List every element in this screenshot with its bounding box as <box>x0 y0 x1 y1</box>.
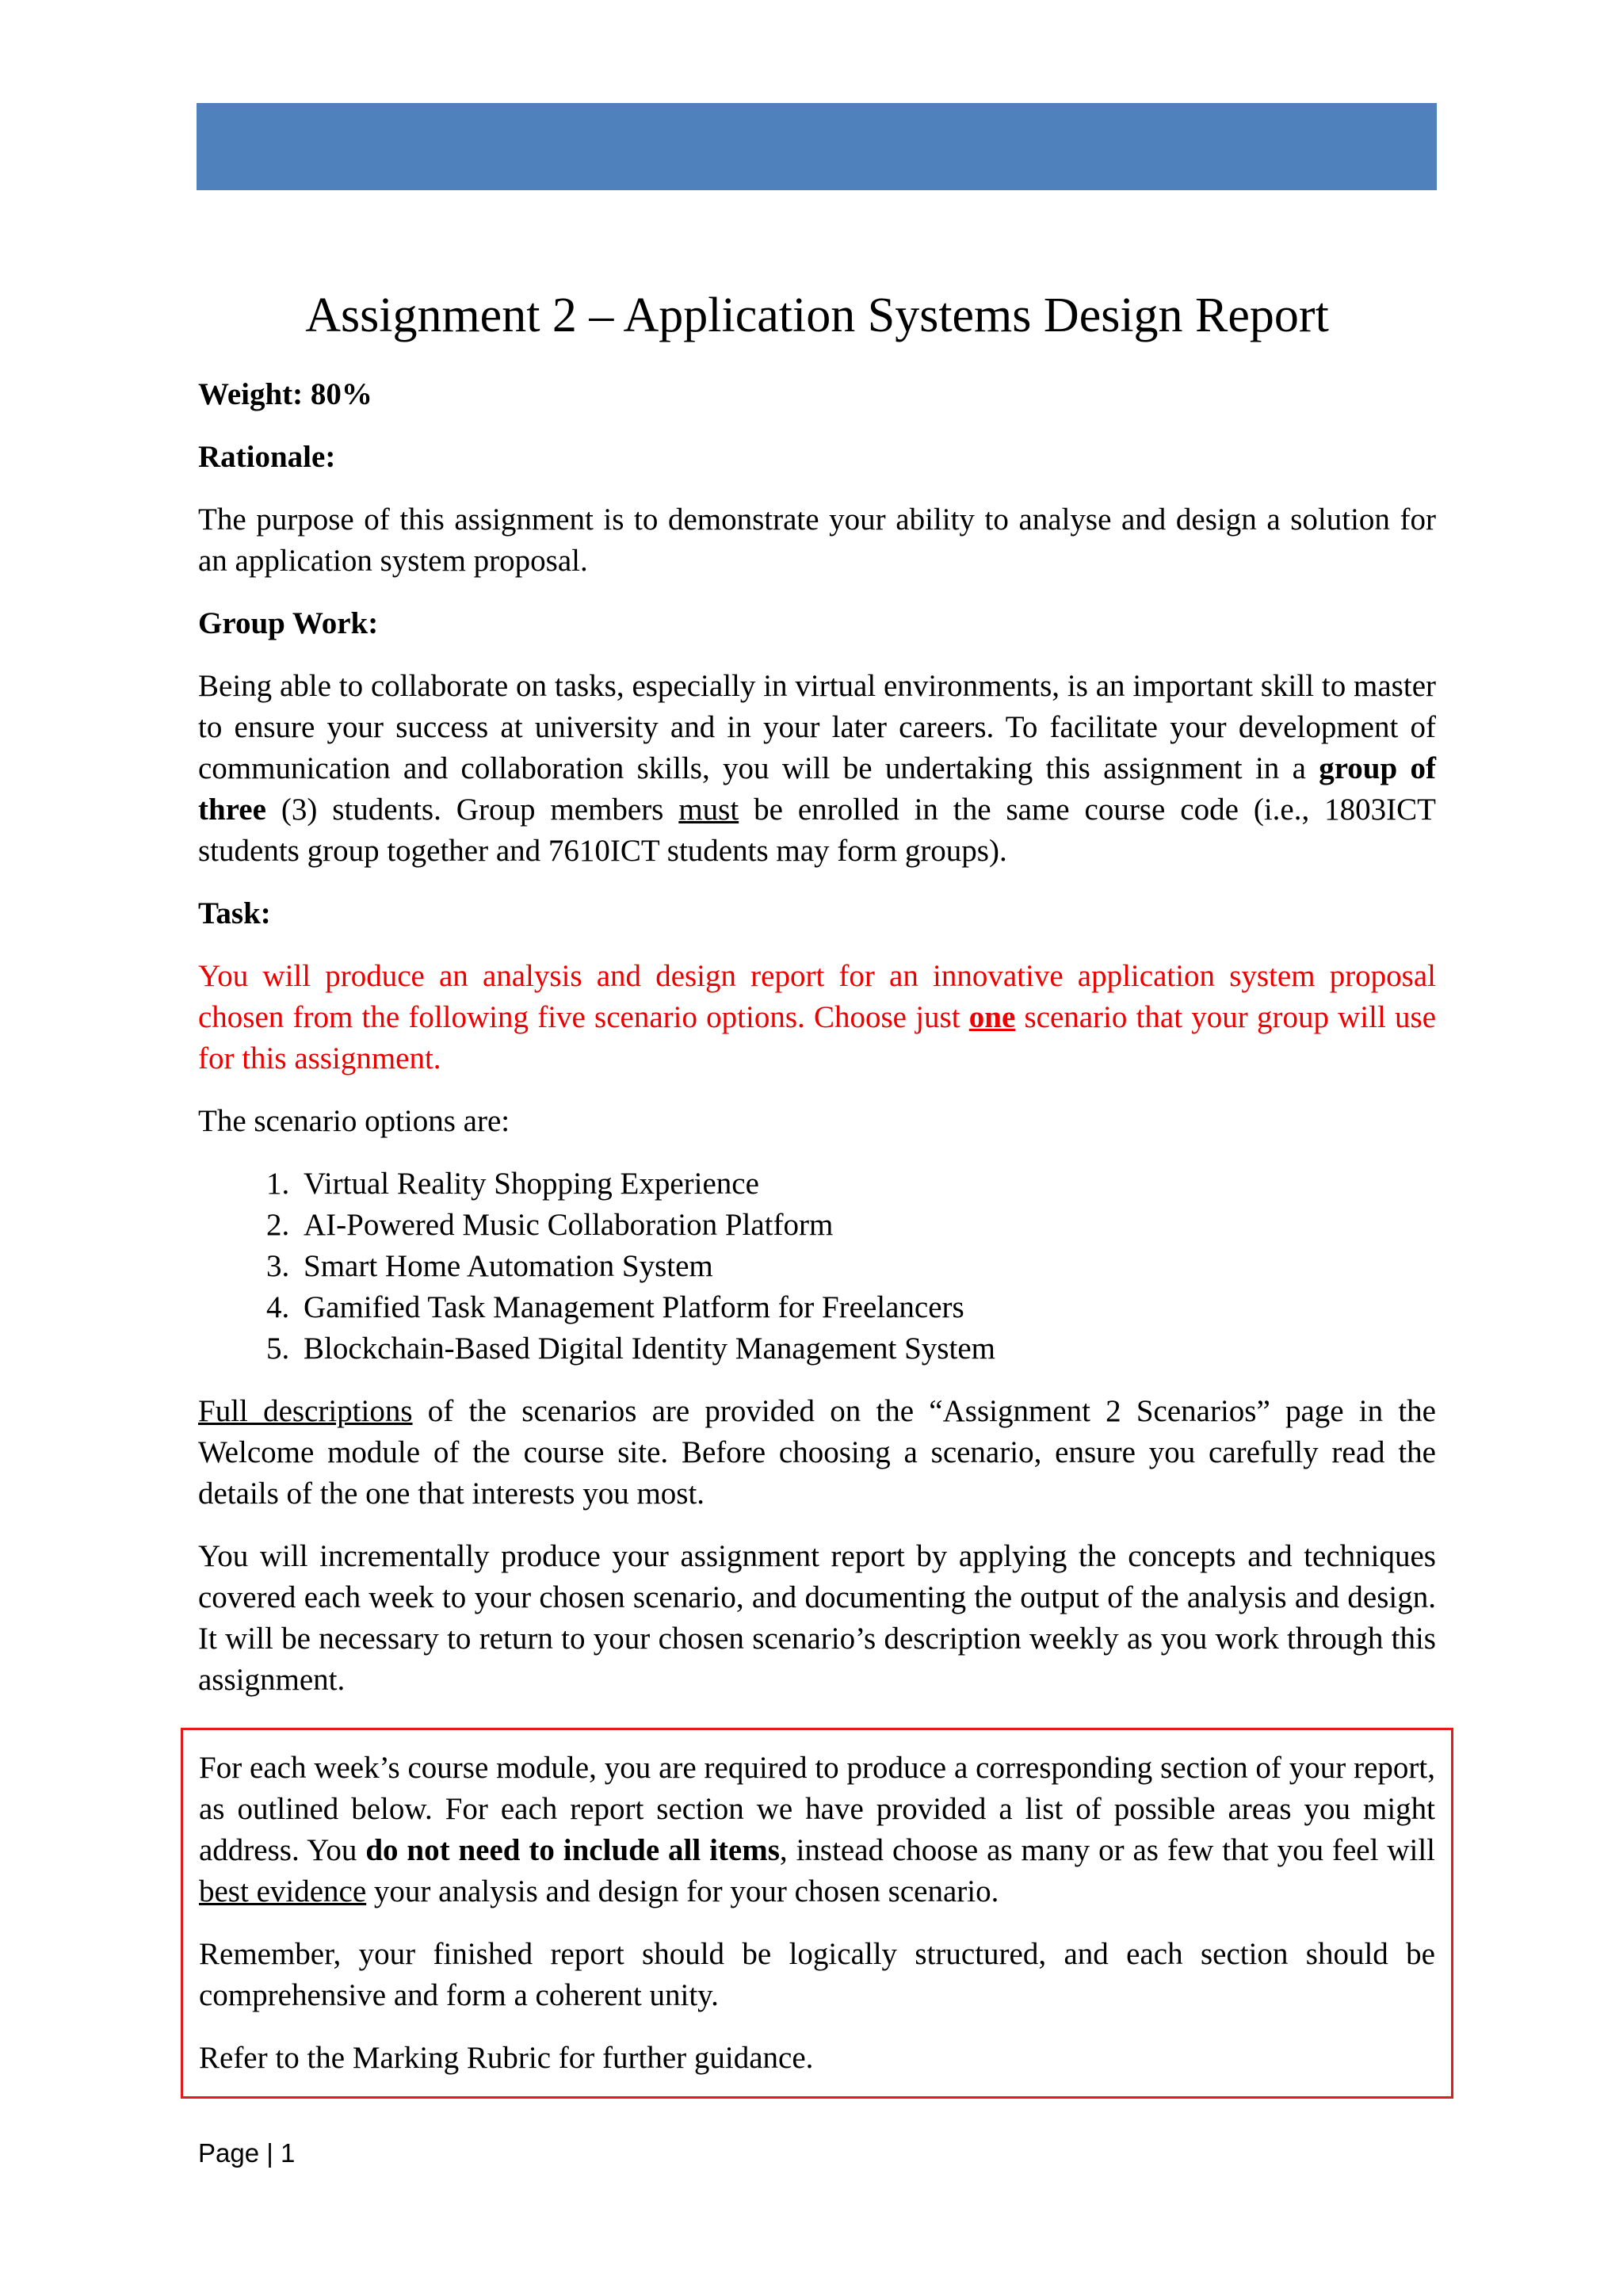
scenario-option: 3. Smart Home Automation System <box>297 1246 1436 1287</box>
incremental-paragraph: You will incrementally produce your assignment report by applying the concepts and techniques covered each week to your chosen scenario, and documenting the output of the analysis and design. It will be necessary to return to your chosen scenario’s description weekly as you work through this assignment. <box>198 1539 1436 1697</box>
one-emphasis: one <box>968 1000 1016 1034</box>
task-instruction: You will produce an analysis and design report for an innovative application system proposal chosen from the following five scenario options. Choose just one scenario that your group will use for this assignment. <box>198 959 1437 1075</box>
rationale-text: The purpose of this assignment is to demonstrate your ability to analyse and design a solution for an application system proposal. <box>198 502 1436 578</box>
descriptions-paragraph: Full descriptions of the scenarios are provided on the “Assignment 2 Scenarios” page in the Welcome module of the course site. Before choosing a scenario, ensure you carefully read the details of the one that interests you most. <box>198 1394 1436 1511</box>
full-descriptions-text: Full descriptions <box>198 1394 413 1428</box>
best-evidence-emphasis: best evidence <box>199 1874 367 1908</box>
group-work-heading: Group Work: <box>198 606 379 640</box>
guidance-paragraph-3: Refer to the Marking Rubric for further guidance. <box>199 2041 814 2075</box>
scenario-option: 4. Gamified Task Management Platform for Freelancers <box>297 1287 1436 1328</box>
page-title: Assignment 2 – Application Systems Design Report <box>305 288 1329 342</box>
rationale-heading: Rationale: <box>198 440 336 474</box>
group-size-emphasis: group of three <box>198 751 1436 827</box>
guidance-paragraph-1: For each week’s course module, you are required to produce a corresponding section of your report, as outlined below. For each report section we have provided a list of possible areas you might address. You do not need to include all items, instead choose as many or as few that you feel will best evidence your analysis and design for your chosen scenario. <box>199 1751 1435 1908</box>
scenario-option: 5. Blockchain-Based Digital Identity Management System <box>297 1328 1436 1370</box>
header-bar <box>197 103 1437 190</box>
task-heading: Task: <box>198 896 271 930</box>
must-emphasis: must <box>678 793 739 827</box>
weight-label: Weight: 80% <box>198 377 372 411</box>
scenario-option: 1. Virtual Reality Shopping Experience <box>297 1163 1436 1205</box>
page-number: Page | 1 <box>198 2138 296 2168</box>
group-work-text: Being able to collaborate on tasks, especially in virtual environments, is an important skill to master to ensure your success at university and in your later careers. To facilitate your development of communication and collaboration skills, you will be undertaking this assignment in a group of three (3) students. Group members must be enrolled in the same course code (i.e., 1803ICT students group together and 7610ICT students may form groups). <box>198 669 1437 868</box>
guidance-box <box>181 1728 1453 2099</box>
not-all-items-emphasis: do not need to include all items <box>365 1833 780 1867</box>
scenario-option: 2. AI-Powered Music Collaboration Platform <box>297 1205 1436 1246</box>
scenario-options-list <box>198 1163 1436 1370</box>
guidance-paragraph-2: Remember, your finished report should be logically structured, and each section should be comprehensive and form a coherent unity. <box>199 1937 1435 2012</box>
options-intro: The scenario options are: <box>198 1104 510 1138</box>
document-body <box>198 284 1436 2099</box>
